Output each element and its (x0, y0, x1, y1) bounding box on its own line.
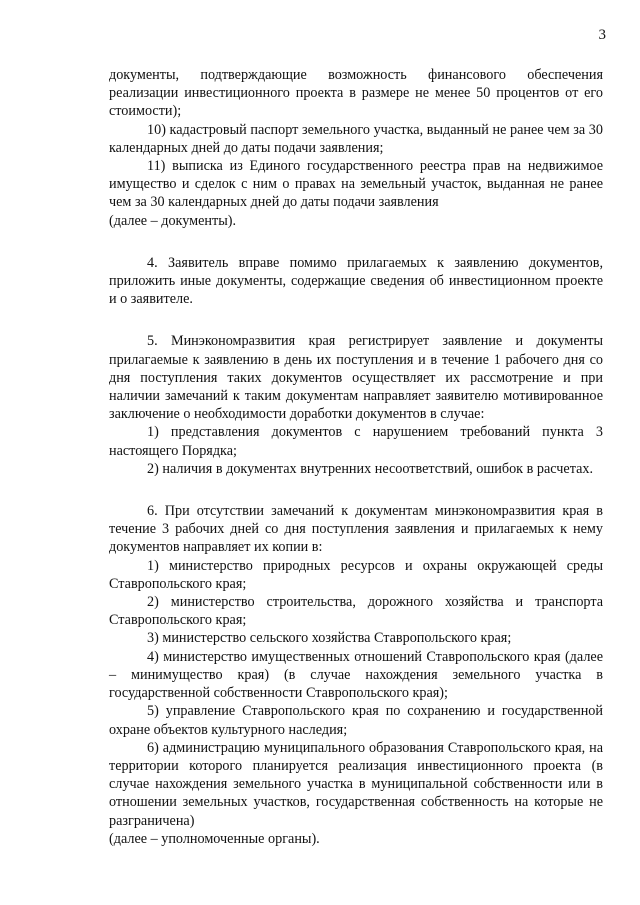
paragraph-clause-6-item-3: 3) министерство сельского хозяйства Ставропольского края; (147, 630, 512, 647)
paragraph-clause-6-item-1: 1) министерство природных ресурсов и охраны окружающей среды Ставропольского края; (109, 557, 603, 592)
paragraph-clause-5-item-1: 1) представления документов с нарушением требований пункта 3 настоящего Порядка; (109, 424, 603, 459)
paragraph-clause-6-item-2: 2) министерство строительства, дорожного хозяйства и транспорта Ставропольского края; (109, 594, 603, 629)
paragraph-clause-6-item-5: 5) управление Ставропольского края по сохранению и государственной охране объектов культурного наследия; (109, 703, 603, 738)
paragraph-clause-5: 5. Минэкономразвития края регистрирует заявление и документы прилагаемые к заявлению в день их поступления и в течение 1 рабочего дня со дня поступления таких документов осуществляет их рассмотрение и при наличии замечаний к таким документам направляет заявителю мотивированное заключение о необходимости доработки документов в случае: (109, 333, 603, 423)
paragraph-documents-continuation: документы, подтверждающие возможность финансового обеспечения реализации инвестиционного проекта в размере не менее 50 процентов от его стоимости); (109, 67, 603, 120)
paragraph-clause-5-item-2: 2) наличия в документах внутренних несоответствий, ошибок в расчетах. (147, 460, 594, 477)
page-number: 3 (598, 27, 606, 43)
paragraph-item-11: 11) выписка из Единого государственного реестра прав на недвижимое имущество и сделок с ним о правах на земельный участок, выданная не ранее чем за 30 календарных дней до даты подачи заявления (109, 158, 603, 211)
paragraph-clause-4: 4. Заявитель вправе помимо прилагаемых к заявлению документов, приложить иные документы, содержащие сведения об инвестиционном проекте и о заявителе. (109, 254, 603, 308)
paragraph-item-10: 10) кадастровый паспорт земельного участка, выданный не ранее чем за 30 календарных дней до даты подачи заявления; (109, 121, 603, 156)
paragraph-clause-6-item-6: 6) администрацию муниципального образования Ставропольского края, на территории которого планируется реализация инвестиционного проекта (в случае нахождения земельного участка в муниципальной собственности или в отношении земельных участков, государственная собственность на которые не разграничена) (109, 739, 603, 829)
paragraph-clause-6-item-4: 4) министерство имущественных отношений Ставропольского края (далее – минимущество края) (в случае нахождения земельного участка в государственной собственности Ставропольского края); (109, 648, 603, 702)
document-body (109, 66, 603, 848)
paragraph-documents-definition: (далее – документы). (109, 212, 237, 229)
paragraph-clause-6: 6. При отсутствии замечаний к документам минэкономразвития края в течение 3 рабочих дней со дня поступления заявления и прилагаемых к нему документов направляет их копии в: (109, 503, 603, 556)
paragraph-authorized-bodies-definition: (далее – уполномоченные органы). (109, 830, 320, 847)
